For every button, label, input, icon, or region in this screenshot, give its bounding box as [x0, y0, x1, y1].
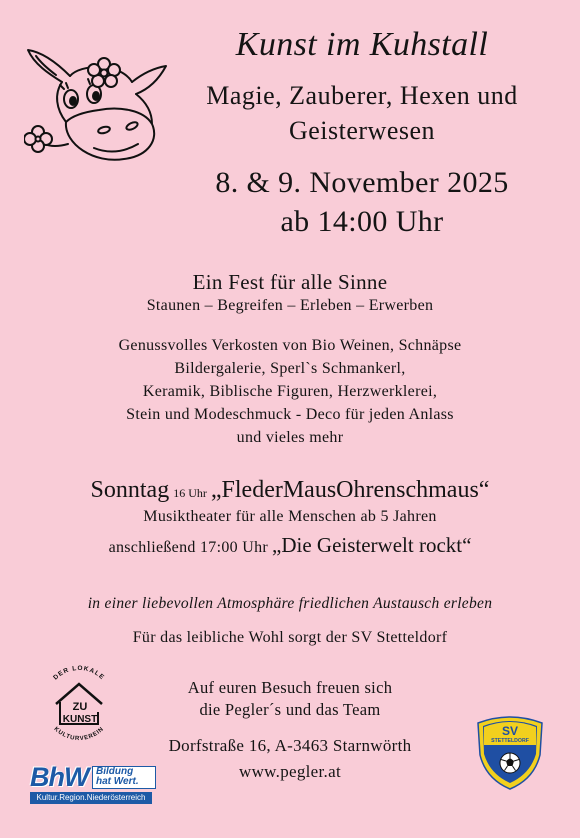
- zukunst-kunst: KUNST: [62, 714, 98, 725]
- offer-line: und vieles mehr: [236, 429, 344, 446]
- subtitle-line-1: Magie, Zauberer, Hexen und: [206, 81, 518, 110]
- catering-text: Für das leibliche Wohl sorgt der SV Stetteldorf: [132, 629, 448, 646]
- sunday-day: Sonntag: [90, 477, 170, 503]
- zukunst-bottom-text: KULTURVEREIN: [52, 726, 106, 743]
- event-date: 8. & 9. November 2025: [215, 166, 509, 199]
- soccer-ball-icon: [500, 753, 520, 773]
- poster-title: Kunst im Kuhstall: [235, 26, 489, 63]
- bhw-slogan: [92, 766, 156, 789]
- sunday-program: [0, 475, 580, 508]
- address: Dorfstraße 16, A-3463 Starnwörth: [168, 736, 412, 755]
- offer-line: Stein und Modeschmuck - Deco für jeden Anlass: [126, 406, 454, 423]
- sv-name: STETTELDORF: [491, 738, 529, 744]
- offer-line: Bildergalerie, Sperl`s Schmankerl,: [174, 360, 406, 377]
- greeting-line-1: Auf euren Besuch freuen sich: [187, 678, 393, 697]
- svg-text:DER LOKALE: [52, 665, 106, 682]
- sv-abbr: SV: [501, 724, 519, 738]
- sunday-followup: [0, 531, 580, 562]
- fest-heading: Ein Fest für alle Sinne: [192, 270, 388, 294]
- bhw-slogan-line-1: Bildung: [96, 766, 134, 777]
- greeting-line-2: die Pegler´s und das Team: [199, 700, 381, 719]
- bhw-logo: [30, 764, 157, 805]
- followup-show-title: „Die Geisterwelt rockt“: [272, 533, 472, 557]
- event-time: ab 14:00 Uhr: [280, 205, 444, 238]
- sunday-time: 16 Uhr: [173, 486, 207, 500]
- fest-tagline: Staunen – Begreifen – Erleben – Erwerben: [146, 297, 434, 314]
- subtitle-line-2: Geisterwesen: [288, 116, 436, 145]
- sunday-show-title: „FlederMausOhrenschmaus“: [210, 477, 490, 503]
- atmosphere-text: in einer liebevollen Atmosphäre friedlichen Austausch erleben: [87, 595, 493, 612]
- offer-line: Keramik, Biblische Figuren, Herzwerklerei,: [142, 383, 438, 400]
- bhw-region: Kultur.Region.Niederösterreich: [30, 792, 152, 804]
- followup-prefix: anschließend 17:00 Uhr: [108, 539, 269, 556]
- sunday-show-description: Musiktheater für alle Menschen ab 5 Jahren: [143, 508, 437, 525]
- offer-line: Genussvolles Verkosten von Bio Weinen, Schnäpse: [118, 337, 462, 354]
- zukunst-top-text: DER LOKALE: [52, 664, 106, 682]
- bhw-slogan-line-2: hat Wert.: [96, 776, 139, 787]
- zukunst-zu: ZU: [72, 701, 88, 713]
- website: www.pegler.at: [239, 762, 341, 781]
- svg-text:KULTURVEREIN: [53, 726, 106, 742]
- sv-stetteldorf-badge: [474, 713, 546, 791]
- bhw-brand: BhW: [30, 762, 89, 792]
- zukunst-logo: [38, 660, 120, 746]
- cow-illustration: [24, 44, 169, 169]
